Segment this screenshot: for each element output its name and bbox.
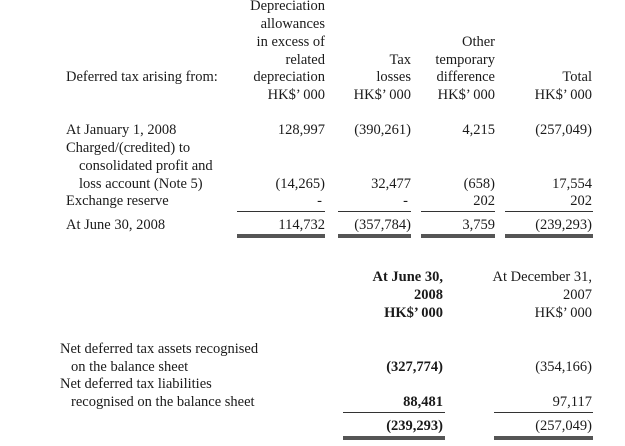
t2-row-liabilities-june: 88,481	[403, 394, 443, 410]
t2-row-liabilities-label-line2: recognised on the balance sheet	[71, 394, 255, 410]
row-jan-2008-other: 4,215	[462, 122, 495, 138]
total-rule-total	[505, 234, 593, 238]
row-charged-label-line3: loss account (Note 5)	[79, 176, 203, 192]
col-tax-losses-line2: losses	[376, 69, 411, 85]
col-total-line1: Total	[562, 69, 592, 85]
row-charged-total: 17,554	[552, 176, 592, 192]
row-jan-2008-label: At January 1, 2008	[66, 122, 177, 138]
t2-row-liabilities-label-line1: Net deferred tax liabilities	[60, 376, 212, 392]
t2-row-total-june: (239,293)	[386, 418, 443, 434]
total-rule-depreciation	[237, 234, 325, 238]
row-exchange-other: 202	[473, 193, 495, 209]
col-depreciation-line3: in excess of	[256, 34, 325, 50]
row-jun-2008-depreciation: 114,732	[278, 217, 325, 233]
t2-row-assets-june: (327,774)	[386, 359, 443, 375]
row-charged-tax-losses: 32,477	[371, 176, 411, 192]
t2-col-dec-line2: 2007	[563, 287, 592, 303]
col-other-unit: HK$’ 000	[437, 87, 495, 103]
total-rule-tax-losses	[338, 234, 411, 238]
col-total-unit: HK$’ 000	[534, 87, 592, 103]
t2-subtotal-rule-dec	[494, 412, 593, 413]
t2-row-assets-label-line1: Net deferred tax assets recognised	[60, 341, 259, 357]
subtotal-rule-tax-losses	[338, 211, 411, 212]
t2-col-june-line1: At June 30,	[372, 269, 443, 285]
t2-col-dec-line1: At December 31,	[492, 269, 592, 285]
subtotal-rule-other	[421, 211, 495, 212]
t2-subtotal-rule-june	[343, 412, 445, 413]
table1-header-label: Deferred tax arising from:	[66, 69, 218, 85]
col-other-line1: Other	[461, 34, 495, 50]
t2-total-rule-dec	[494, 436, 593, 440]
t2-row-liabilities-dec: 97,117	[552, 394, 592, 410]
t2-col-june-unit: HK$’ 000	[384, 305, 443, 321]
row-charged-other: (658)	[463, 176, 495, 192]
row-charged-label-line2: consolidated profit and	[79, 158, 213, 174]
row-jan-2008-tax-losses: (390,261)	[354, 122, 411, 138]
total-rule-other	[421, 234, 495, 238]
row-exchange-depreciation: -	[317, 193, 322, 209]
col-other-line3: difference	[436, 69, 495, 85]
row-jun-2008-label: At June 30, 2008	[66, 217, 166, 233]
col-tax-losses-line1: Tax	[389, 52, 411, 68]
col-depreciation-line1: Depreciation	[250, 0, 325, 14]
t2-col-dec-unit: HK$’ 000	[534, 305, 592, 321]
t2-total-rule-june	[343, 436, 445, 440]
row-jun-2008-other: 3,759	[462, 217, 495, 233]
col-depreciation-line2: allowances	[260, 16, 325, 32]
row-exchange-total: 202	[570, 193, 592, 209]
col-depreciation-unit: HK$’ 000	[267, 87, 325, 103]
row-jan-2008-depreciation: 128,997	[277, 122, 325, 138]
col-other-line2: temporary	[435, 52, 495, 68]
row-jan-2008-total: (257,049)	[535, 122, 592, 138]
t2-col-june-line2: 2008	[414, 287, 443, 303]
t2-row-assets-label-line2: on the balance sheet	[71, 359, 189, 375]
row-charged-label-line1: Charged/(credited) to	[66, 140, 191, 156]
t2-row-assets-dec: (354,166)	[535, 359, 592, 375]
row-jun-2008-tax-losses: (357,784)	[354, 217, 411, 233]
subtotal-rule-depreciation	[237, 211, 325, 212]
subtotal-rule-total	[505, 211, 593, 212]
row-exchange-label: Exchange reserve	[66, 193, 169, 209]
row-jun-2008-total: (239,293)	[535, 217, 592, 233]
col-depreciation-line4: related	[285, 52, 325, 68]
col-tax-losses-unit: HK$’ 000	[353, 87, 411, 103]
row-exchange-tax-losses: -	[403, 193, 408, 209]
t2-row-total-dec: (257,049)	[535, 418, 592, 434]
row-charged-depreciation: (14,265)	[275, 176, 325, 192]
col-depreciation-line5: depreciation	[253, 69, 325, 85]
